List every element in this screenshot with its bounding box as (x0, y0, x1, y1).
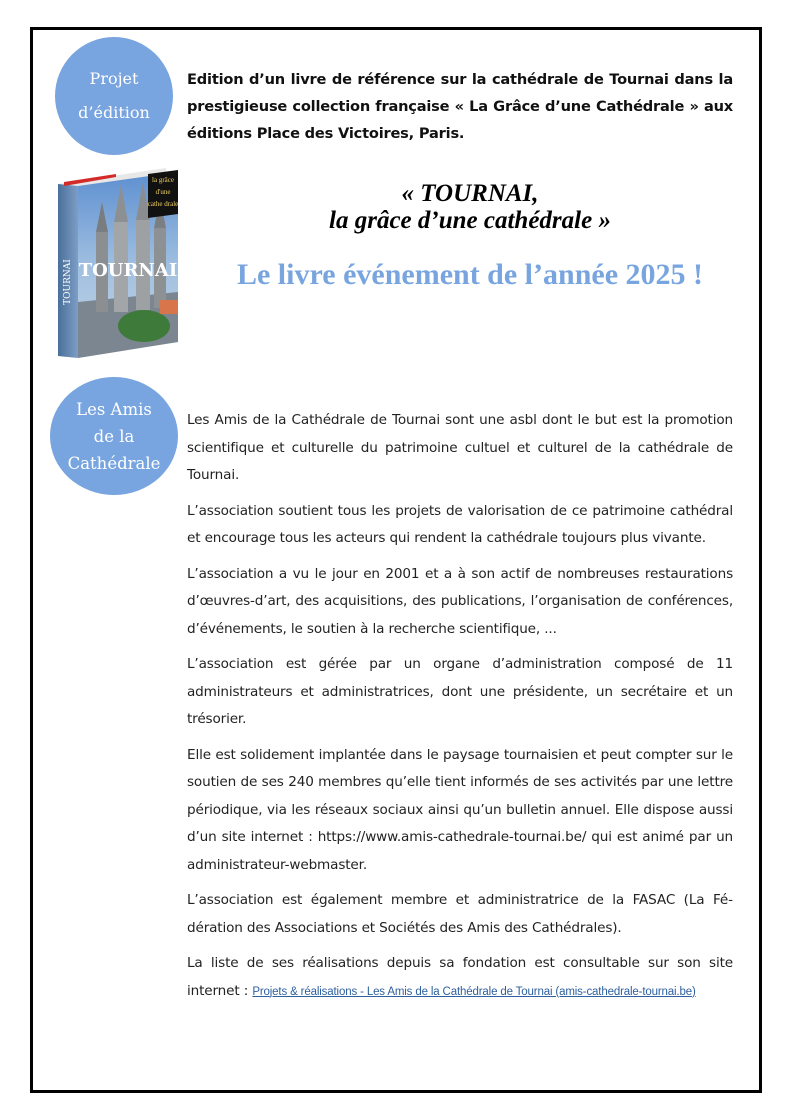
book-spine-title: TOURNAI (63, 259, 73, 305)
paragraph: Les Amis de la Cathédrale de Tournai sont une asbl dont le but est la promotion scientifique et culturelle du patrimoine cultuel et culturel de la cathédrale de Tournai. (187, 412, 733, 483)
book-cover-title: TOURNAI (78, 260, 178, 281)
badge-line: Les Amis (76, 399, 152, 419)
paragraph: Elle est solidement implantée dans le paysage tournaisien et peut compter sur le soutien de ses 240 membres qu’elle tient informés de ses activités par une lettre périodique, via les réseaux sociaux ainsi qu’un bulletin annuel. Elle dispose aussi d’un site internet : https://www.amis-cathedrale-tournai.be/ qui est animé par un administrateur-webmaster. (187, 746, 733, 873)
badge-line: de la (93, 426, 135, 446)
paragraph-last (187, 950, 733, 1006)
book-title-line1: « TOURNAI, (401, 180, 539, 207)
paragraph: L’association a vu le jour en 2001 et a à son actif de nombreuses restaurations d’œuvres-d’art, des acquisitions, des publications, l’organisation de conférences, d’événements, le soutien à la recherche scientifique, ... (187, 565, 733, 637)
paragraph: L’association est également membre et administratrice de la FASAC (La Fédération des Associations et Sociétés des Amis des Cathédrales). (187, 892, 733, 936)
badge-projet-edition (55, 37, 173, 155)
headline: Le livre événement de l’année 2025 ! (236, 258, 703, 291)
badge-line: d’édition (78, 103, 150, 122)
association-description (187, 407, 733, 1014)
badge-line: Cathédrale (67, 453, 161, 473)
book-cover-image (56, 162, 182, 358)
badge-line: Projet (89, 69, 139, 88)
realisations-link[interactable]: Projets & réalisations - Les Amis de la Cathédrale de Tournai (amis-cathedrale-tournai.be) (252, 985, 696, 998)
badge-les-amis (50, 377, 178, 495)
paragraph: L’association soutient tous les projets de valorisation de ce patrimoine cathédral et encourage tous les acteurs qui rendent la cathédrale toujours plus vivante. (187, 502, 733, 546)
book-series-text: cathe drale (147, 200, 179, 208)
book-title (200, 180, 740, 234)
book-title-line2: la grâce d’une cathédrale » (329, 207, 611, 234)
paragraph-text: La liste de ses réalisations depuis sa fondation est consultable sur son site internet : (187, 955, 733, 999)
intro-text: Edition d’un livre de référence sur la cathédrale de Tournai dans la prestigieuse collection française « La Grâce d’une Cathédrale » aux éditions Place des Victoires, Paris. (187, 71, 733, 142)
paragraph: L’association est gérée par un organe d’administration composé de 11 administrateurs et administratrices, dont une présidente, un secrétaire et un trésorier. (187, 656, 733, 727)
book-series-text: d'une (155, 188, 171, 196)
book-series-text: la grâce (152, 176, 174, 184)
